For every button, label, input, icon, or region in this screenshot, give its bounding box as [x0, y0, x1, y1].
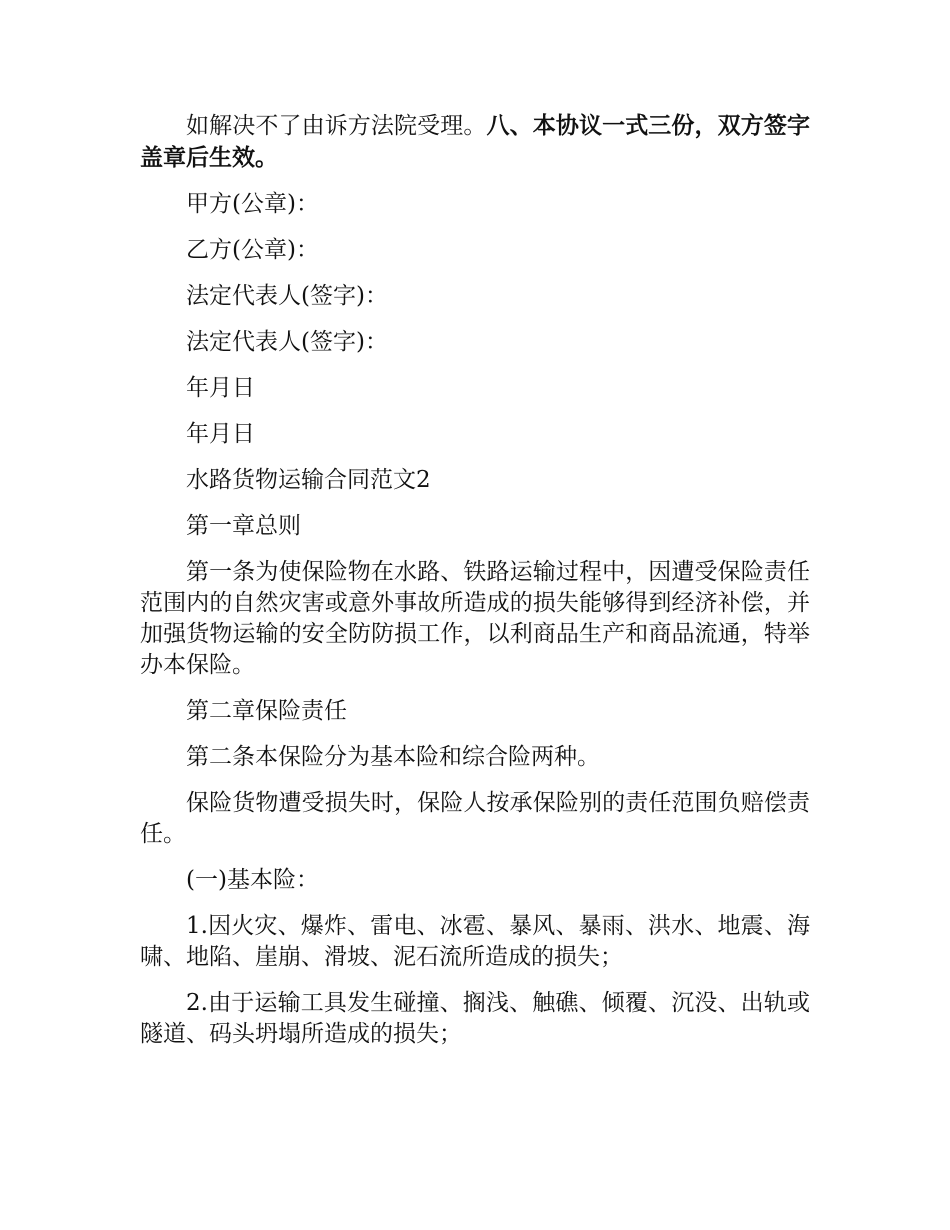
- section-title: 水路货物运输合同范文2: [186, 467, 431, 493]
- list-item-1: 1.因火灾、爆炸、雷电、冰雹、暴风、暴雨、洪水、地震、海啸、地陷、崖崩、滑坡、泥石流所造成的损失；: [140, 913, 810, 970]
- date-line-a: 年月日: [186, 375, 255, 401]
- paragraph-text: 如解决不了由诉方法院受理。: [186, 113, 487, 139]
- basic-insurance-heading: (一)基本险：: [186, 867, 319, 893]
- party-b-seal: 乙方(公章)：: [186, 237, 319, 263]
- article-2: 第二条本保险分为基本险和综合险两种。: [186, 744, 600, 770]
- paragraph-bold-text: 八、本协议一式三份，双方签字盖章后生效。: [140, 112, 811, 171]
- compensation-paragraph: 保险货物遭受损失时，保险人按承保险别的责任范围负赔偿责任。: [140, 790, 810, 847]
- document-page: [140, 110, 810, 1065]
- chapter-2-heading: 第二章保险责任: [186, 698, 347, 724]
- list-item-2: 2.由于运输工具发生碰撞、搁浅、触礁、倾覆、沉没、出轨或隧道、码头坍塌所造成的损失；: [140, 990, 810, 1047]
- paragraph-court-clause: [140, 110, 810, 174]
- legal-rep-signature-b: 法定代表人(签字)：: [186, 329, 388, 355]
- date-line-b: 年月日: [186, 421, 255, 447]
- party-a-seal: 甲方(公章)：: [186, 191, 319, 217]
- article-1: 第一条为使保险物在水路、铁路运输过程中，因遭受保险责任范围内的自然灾害或意外事故所造成的损失能够得到经济补偿，并加强货物运输的安全防防损工作，以利商品生产和商品流通，特举办本保险。: [140, 559, 810, 678]
- legal-rep-signature-a: 法定代表人(签字)：: [186, 283, 388, 309]
- chapter-1-heading: 第一章总则: [186, 513, 301, 539]
